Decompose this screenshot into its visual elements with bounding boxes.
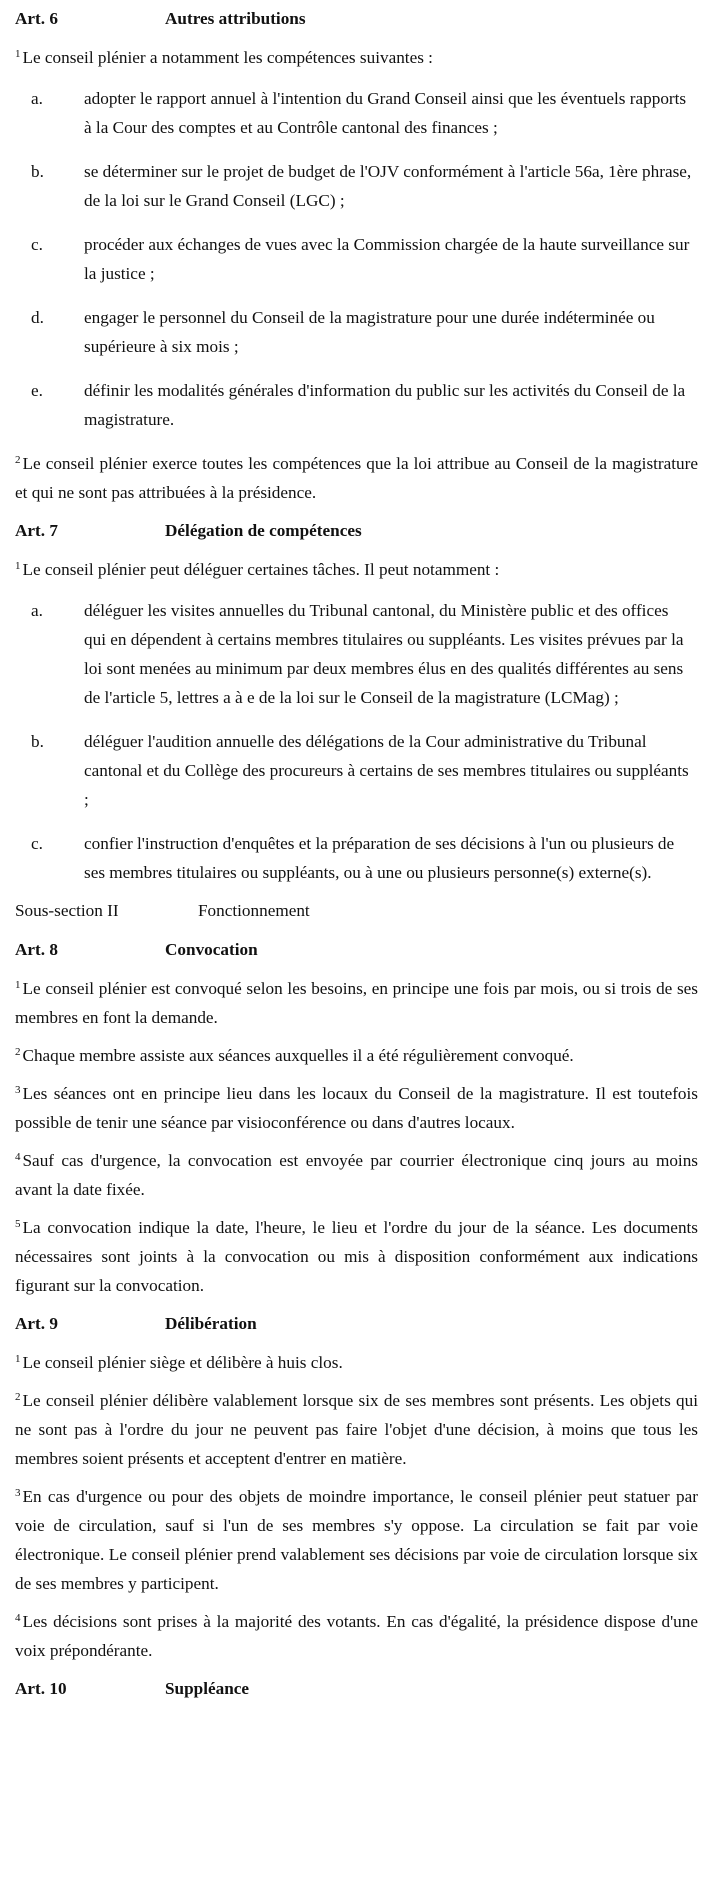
article-heading [0,935,713,965]
paragraph-number: 3 [15,1487,21,1499]
paragraph-text: Le conseil plénier exerce toutes les compétences que la loi attribue au Conseil de la magistrature et qui ne sont pas attribuées à la présidence. [15,454,698,502]
list-text: déléguer les visites annuelles du Tribunal cantonal, du Ministère public et des offices qui en dépendent à certains membres titulaires ou suppléants. Les visites prévues par la loi sont menées au minimum par deux membres élus en des qualités différentes au sens de l'article 5, lettres a à e de la loi sur le Conseil de la magistrature (LCMag) ; [84,601,684,707]
paragraph-number: 1 [15,979,21,991]
paragraph-text: Le conseil plénier est convoqué selon les besoins, en principe une fois par mois, ou si trois de ses membres en font la demande. [15,979,698,1027]
list-item [0,84,713,142]
article-number: Art. 6 [15,9,58,28]
list-item [0,829,713,887]
list-text: déléguer l'audition annuelle des délégations de la Cour administrative du Tribunal cantonal et du Collège des procureurs à certains de ses membres titulaires ou suppléants ; [84,732,689,809]
article-heading [0,1674,713,1704]
paragraph [15,43,698,72]
list-letter: c. [31,235,43,254]
paragraph-text: Les décisions sont prises à la majorité des votants. En cas d'égalité, la présidence dispose d'une voix prépondérante. [15,1612,698,1660]
list-letter: e. [31,381,43,400]
article-heading [0,1309,713,1339]
paragraph-number: 4 [15,1151,21,1163]
list-item [0,376,713,434]
list-letter: a. [31,89,43,108]
list-item [0,230,713,288]
list-item [0,596,713,712]
list-text: se déterminer sur le projet de budget de l'OJV conformément à l'article 56a, 1ère phrase, de la loi sur le Grand Conseil (LGC) ; [84,162,692,210]
paragraph-text: Chaque membre assiste aux séances auxquelles il a été régulièrement convoqué. [22,1046,574,1065]
paragraph-number: 1 [15,1353,21,1365]
list-letter: b. [31,162,44,181]
paragraph-number: 2 [15,1046,21,1058]
paragraph [15,449,698,507]
article-heading [0,516,713,546]
list-letter: a. [31,601,43,620]
paragraph-number: 2 [15,1391,21,1403]
article-title: Autres attributions [165,9,306,28]
paragraph [15,1348,698,1377]
list-text: engager le personnel du Conseil de la magistrature pour une durée indéterminée ou supérieure à six mois ; [84,308,655,356]
paragraph-text: La convocation indique la date, l'heure, le lieu et l'ordre du jour de la séance. Les documents nécessaires sont joints à la convocation ou mis à disposition conformément aux indications figurant sur la convocation. [15,1218,698,1295]
paragraph-text: En cas d'urgence ou pour des objets de moindre importance, le conseil plénier peut statuer par voie de circulation, sauf si l'un de ses membres s'y oppose. La circulation se fait par voie électronique. Le conseil plénier prend valablement ses décisions par voie de circulation lorsque six de ses membres y participent. [15,1487,698,1593]
paragraph-text: Le conseil plénier a notamment les compétences suivantes : [22,48,433,67]
article-title: Convocation [165,940,258,959]
paragraph-text: Sauf cas d'urgence, la convocation est envoyée par courrier électronique cinq jours au moins avant la date fixée. [15,1151,698,1199]
paragraph-number: 5 [15,1218,21,1230]
list-text: procéder aux échanges de vues avec la Commission chargée de la haute surveillance sur la justice ; [84,235,690,283]
list-item [0,157,713,215]
paragraph [15,1607,698,1665]
subsection-heading [0,896,713,926]
paragraph [15,555,698,584]
list-item [0,727,713,814]
subsection-title: Fonctionnement [198,901,310,920]
article-title: Délibération [165,1314,257,1333]
paragraph-text: Le conseil plénier délibère valablement lorsque six de ses membres sont présents. Les objets qui ne sont pas à l'ordre du jour ne peuvent pas faire l'objet d'une décision, à moins que tous les membres soient présents et acceptent d'entrer en matière. [15,1391,698,1468]
paragraph-text: Le conseil plénier siège et délibère à huis clos. [22,1353,343,1372]
paragraph-number: 3 [15,1084,21,1096]
paragraph-text: Les séances ont en principe lieu dans les locaux du Conseil de la magistrature. Il est toutefois possible de tenir une séance par visioconférence ou dans d'autres locaux. [15,1084,698,1132]
list-letter: d. [31,308,44,327]
subsection-number: Sous-section II [15,901,119,920]
paragraph [15,1041,698,1070]
list-text: adopter le rapport annuel à l'intention du Grand Conseil ainsi que les éventuels rapports à la Cour des comptes et au Contrôle cantonal des finances ; [84,89,687,137]
paragraph-text: Le conseil plénier peut déléguer certaines tâches. Il peut notamment : [22,560,500,579]
paragraph [15,1482,698,1598]
paragraph [15,1213,698,1300]
paragraph-number: 1 [15,48,21,60]
paragraph [15,1386,698,1473]
article-number: Art. 8 [15,940,58,959]
paragraph-number: 1 [15,560,21,572]
list-item [0,303,713,361]
paragraph [15,1079,698,1137]
article-number: Art. 10 [15,1679,67,1698]
paragraph-number: 2 [15,454,21,466]
list-letter: c. [31,834,43,853]
list-text: définir les modalités générales d'information du public sur les activités du Conseil de la magistrature. [84,381,686,429]
paragraph [15,974,698,1032]
paragraph-number: 4 [15,1612,21,1624]
article-heading [0,4,713,34]
article-title: Délégation de compétences [165,521,362,540]
list-text: confier l'instruction d'enquêtes et la préparation de ses décisions à l'un ou plusieurs de ses membres titulaires ou suppléants, ou à une ou plusieurs personne(s) externe(s). [84,834,675,882]
paragraph [15,1146,698,1204]
article-number: Art. 9 [15,1314,58,1333]
list-letter: b. [31,732,44,751]
article-title: Suppléance [165,1679,250,1698]
article-number: Art. 7 [15,521,58,540]
